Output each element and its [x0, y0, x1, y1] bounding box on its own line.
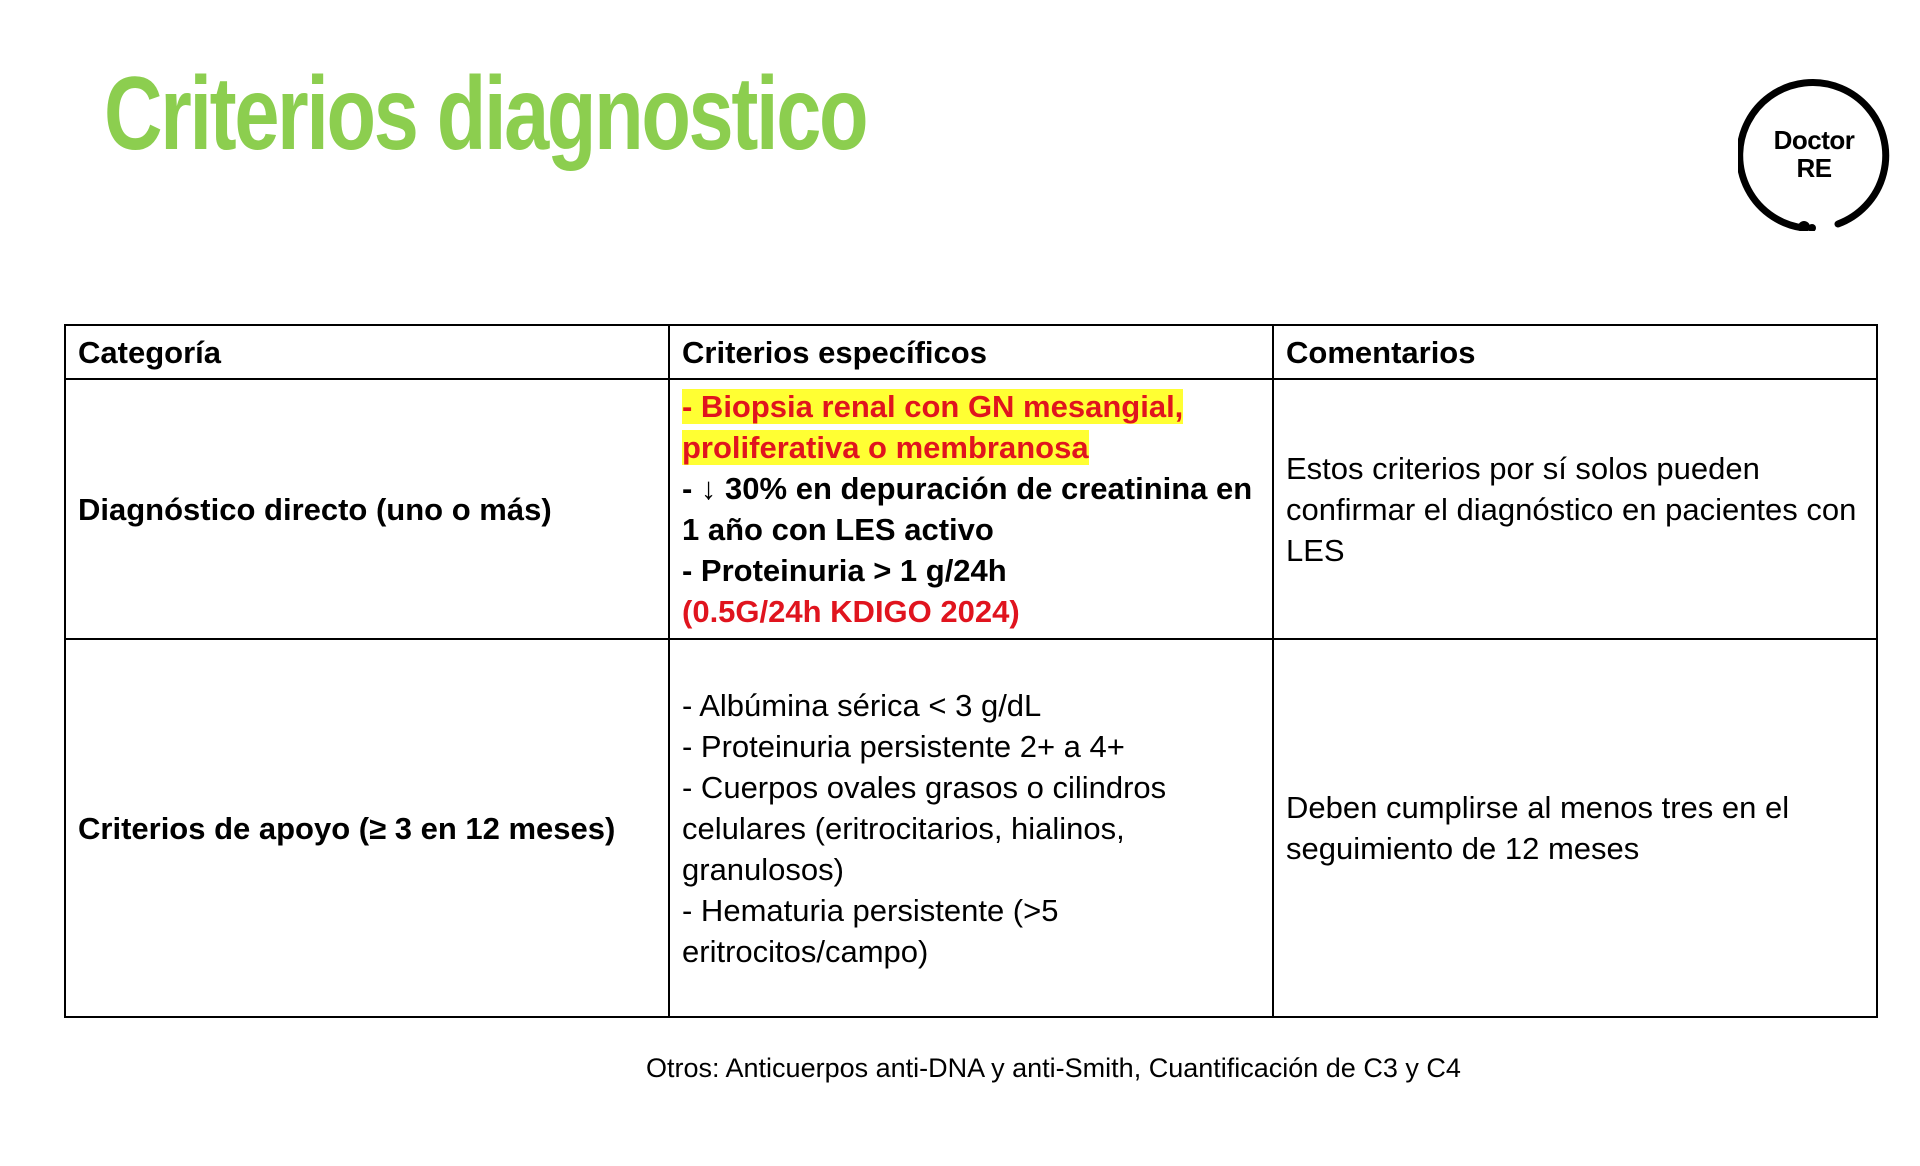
page-title: Criterios diagnostico	[104, 56, 867, 172]
row1-criteria-2: - ↓ 30% en depuración de creatinina en 1 año con LES activo	[682, 471, 1253, 547]
header-comments: Comentarios	[1273, 325, 1877, 379]
doctor-re-logo	[1738, 79, 1890, 231]
criteria-table	[64, 324, 1878, 1018]
table-header-row	[65, 325, 1877, 379]
row1-criteria-note: (0.5G/24h KDIGO 2024)	[682, 594, 1020, 629]
row2-comment: Deben cumplirse al menos tres en el seguimiento de 12 meses	[1273, 639, 1877, 1017]
row2-category: Criterios de apoyo (≥ 3 en 12 meses)	[65, 639, 669, 1017]
table-row	[65, 639, 1877, 1017]
row2-criteria-1: - Albúmina sérica < 3 g/dL	[682, 687, 1042, 723]
header-category: Categoría	[65, 325, 669, 379]
row1-criteria	[669, 379, 1273, 639]
row1-comment: Estos criterios por sí solos pueden confirmar el diagnóstico en pacientes con LES	[1273, 379, 1877, 639]
logo-line-2: RE	[1796, 153, 1832, 183]
row1-criteria-highlight-2: proliferativa o membranosa	[682, 430, 1089, 465]
row2-criteria	[669, 639, 1273, 1017]
row1-criteria-highlight-1: - Biopsia renal con GN mesangial,	[682, 389, 1184, 424]
table-row	[65, 379, 1877, 639]
header-criteria: Criterios específicos	[669, 325, 1273, 379]
row2-criteria-2: - Proteinuria persistente 2+ a 4+	[682, 728, 1125, 764]
row1-criteria-3: - Proteinuria > 1 g/24h	[682, 553, 1007, 588]
row2-criteria-4: - Hematuria persistente (>5 eritrocitos/campo)	[682, 892, 1059, 969]
row1-category: Diagnóstico directo (uno o más)	[65, 379, 669, 639]
footnote: Otros: Anticuerpos anti-DNA y anti-Smith, Cuantificación de C3 y C4	[646, 1053, 1461, 1083]
logo-line-1: Doctor	[1773, 125, 1855, 155]
row2-criteria-3: - Cuerpos ovales grasos o cilindros celulares (eritrocitarios, hialinos, granulosos)	[682, 769, 1167, 887]
